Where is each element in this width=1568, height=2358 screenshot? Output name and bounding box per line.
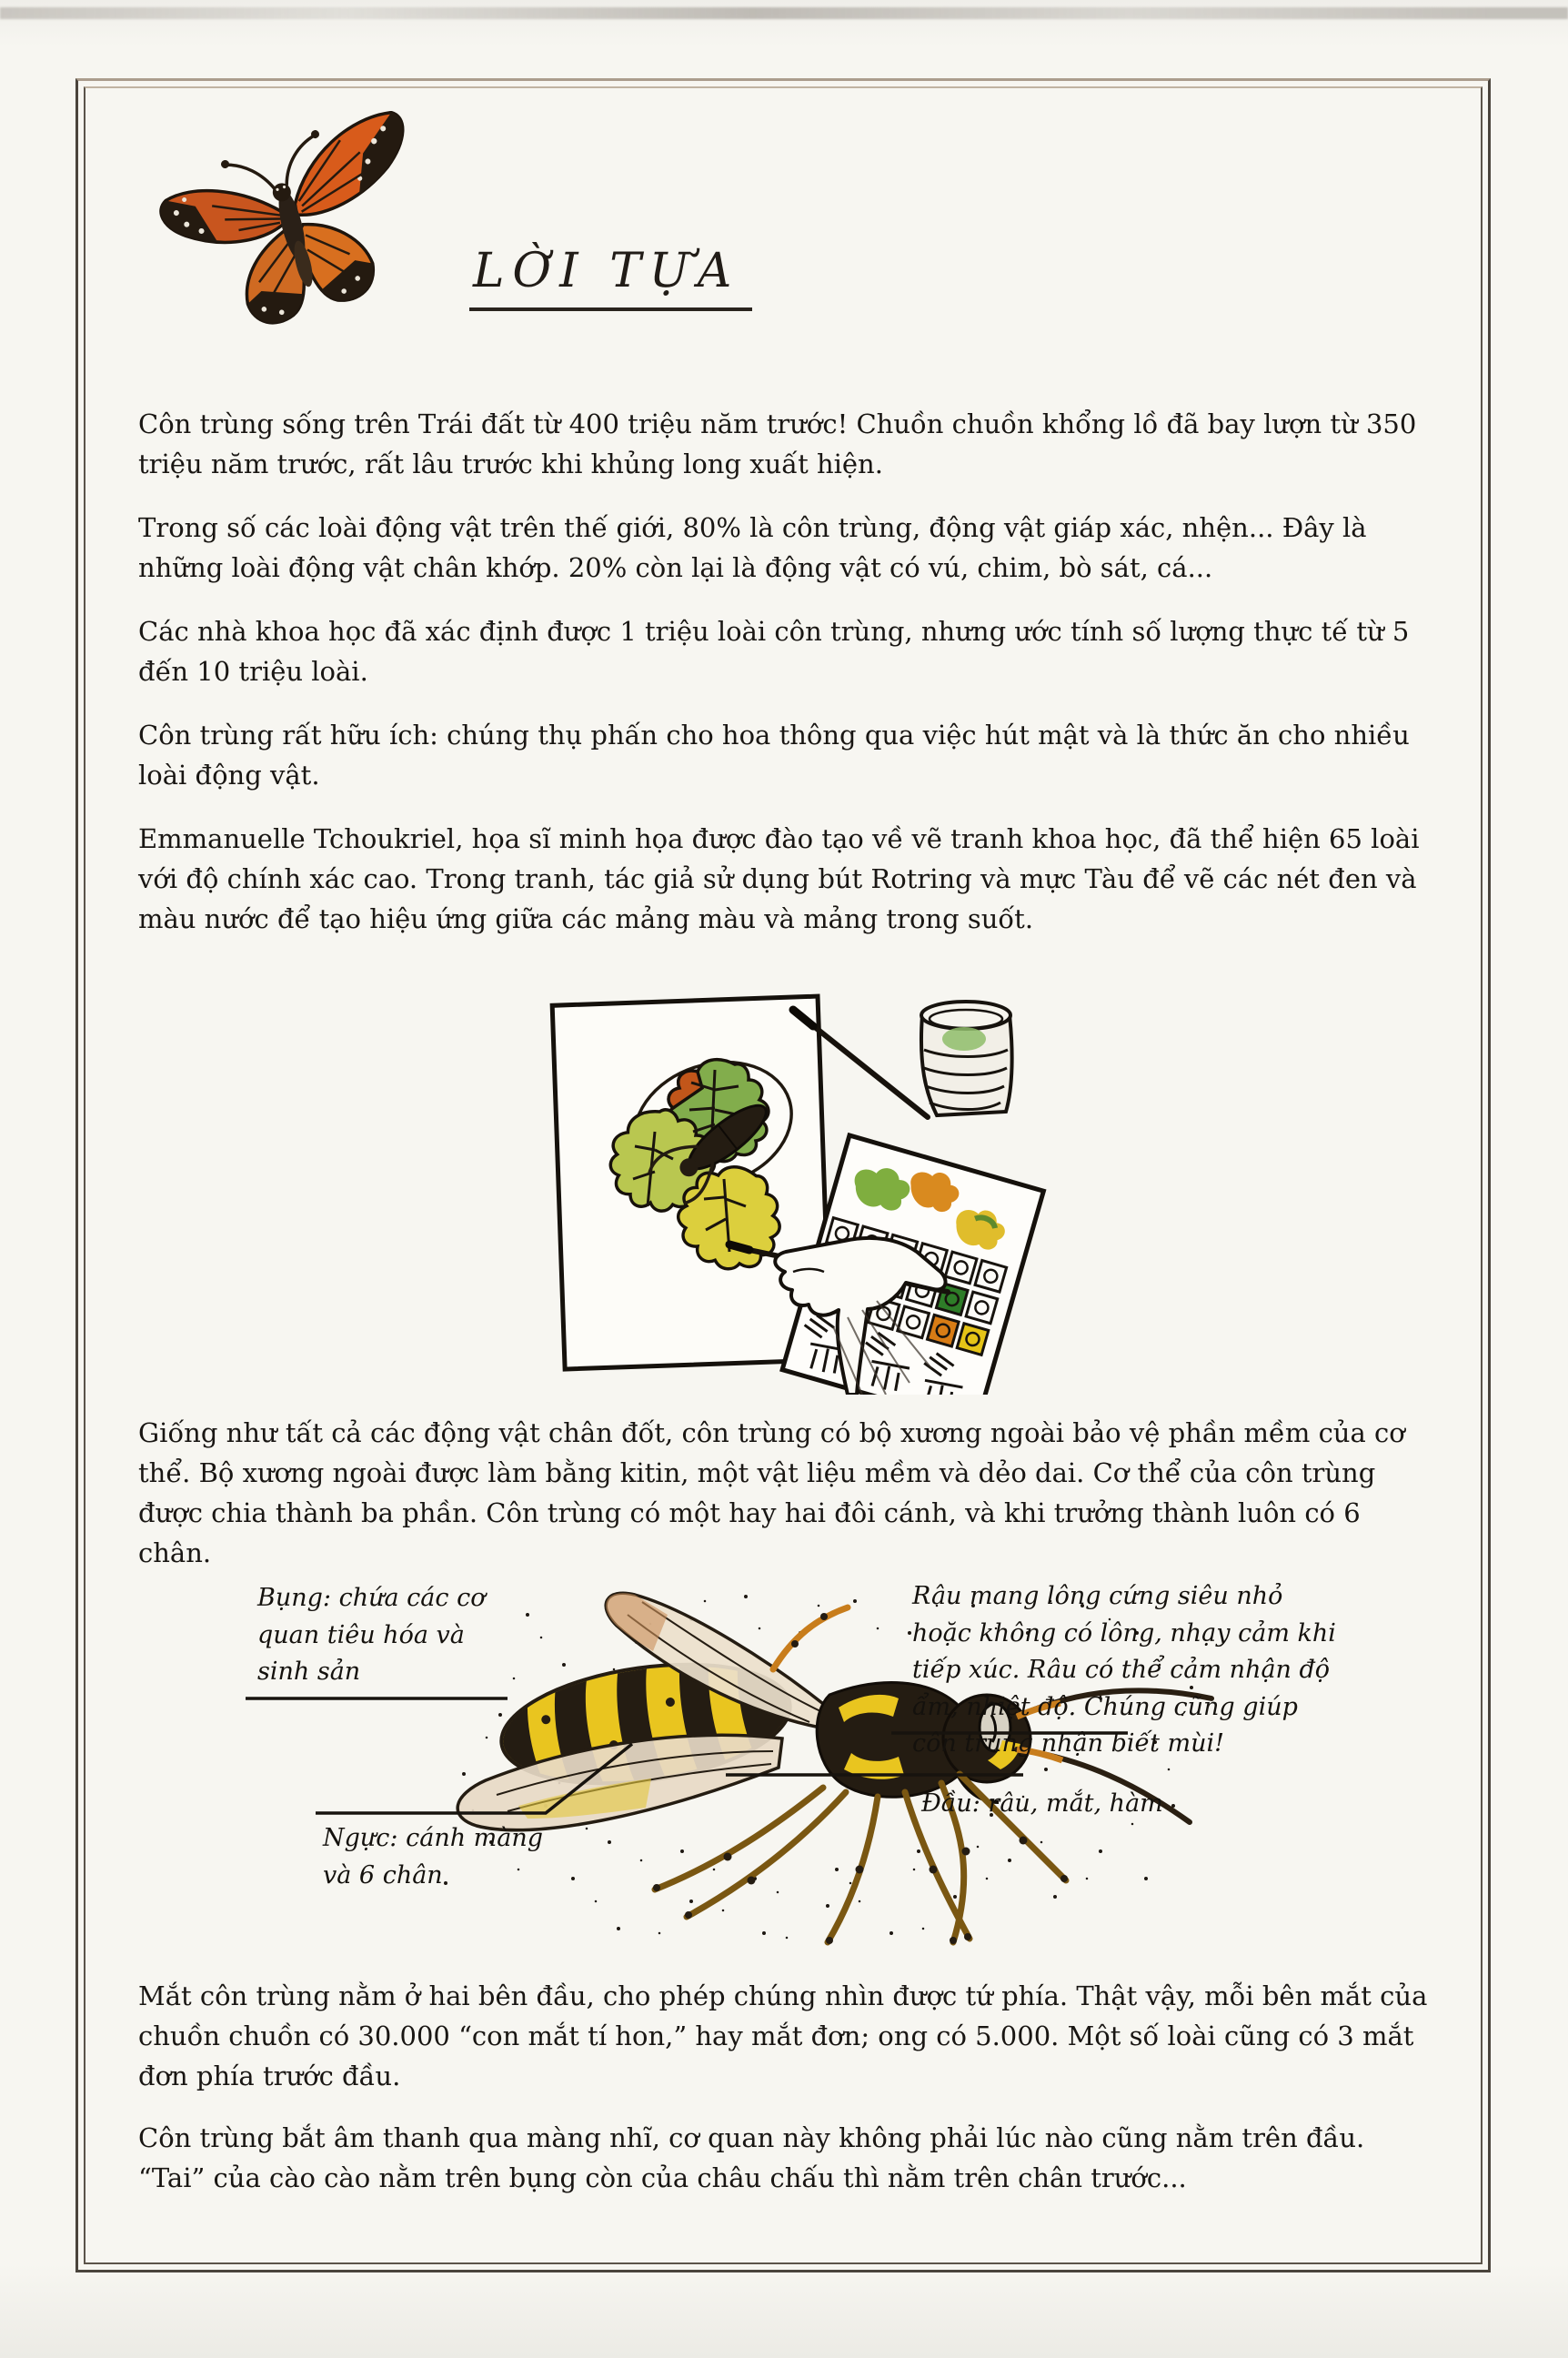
paragraph-7: Mắt côn trùng nằm ở hai bên đầu, cho phép chúng nhìn được tứ phía. Thật vậy, mỗi bên mắt của chuồn chuồn có 30.000 “con mắt tí hon,” hay mắt đơn; ong có 5.000. Một số loài cũng có 3 mắt đơn phía trước đầu. (138, 1980, 1428, 2092)
label-thorax: Ngực: cánh màng và 6 chân (323, 1824, 544, 1889)
label-abdomen: Bụng: chứa các cơ quan tiêu hóa và sinh sản (257, 1584, 486, 1686)
scan-artifact (0, 7, 1568, 19)
label-antennae: Râu mang lông cứng siêu nhỏ hoặc không có lông, nhạy cảm khi tiếp xúc. Râu có thể cảm nhận độ ẩm, nhiệt độ. Chúng cũng giúp côn trùng nhận biết mùi! (912, 1582, 1336, 1758)
paragraph-6: Giống như tất cả các động vật chân đốt, côn trùng có bộ xương ngoài bảo vệ phần mềm của cơ thể. Bộ xương ngoài được làm bằng kitin, một vật liệu mềm và dẻo dai. Cơ thể của côn trùng được chia thành ba phần. Côn trùng có một hay hai đôi cánh, và khi trưởng thành luôn có 6 chân. (138, 1417, 1405, 1569)
paragraph-2: Trong số các loài động vật trên thế giới, 80% là côn trùng, động vật giáp xác, nhện... Đây là những loài động vật chân khớp. 20% còn lại là động vật có vú, chim, bò sát, cá... (138, 512, 1367, 584)
watercolor-painting-illustration (520, 972, 1066, 1395)
paragraph-8: Côn trùng bắt âm thanh qua màng nhĩ, cơ quan này không phải lúc nào cũng nằm trên đầu. “Tai” của cào cào nằm trên bụng còn của châu chấu thì nằm trên chân trước... (138, 2122, 1365, 2194)
label-head: Đầu: râu, mắt, hàm (921, 1789, 1163, 1818)
page-title: LỜI TỰA (469, 244, 752, 311)
paragraph-4: Côn trùng rất hữu ích: chúng thụ phấn cho hoa thông qua việc hút mật và là thức ăn cho nhiều loài động vật. (138, 720, 1410, 791)
paragraph-1: Côn trùng sống trên Trái đất từ 400 triệu năm trước! Chuồn chuồn khổng lồ đã bay lượn từ 350 triệu năm trước, rất lâu trước khi khủng long xuất hiện. (138, 408, 1417, 480)
monarch-butterfly-illustration (148, 111, 448, 346)
paragraph-3: Các nhà khoa học đã xác định được 1 triệu loài côn trùng, nhưng ước tính số lượng thực tế từ 5 đến 10 triệu loài. (138, 616, 1410, 688)
wasp-anatomy-diagram (136, 1578, 1446, 1960)
paragraph-5: Emmanuelle Tchoukriel, họa sĩ minh họa được đào tạo về vẽ tranh khoa học, đã thể hiện 65 loài với độ chính xác cao. Trong tranh, tác giả sử dụng bút Rotring và mực Tàu để vẽ các nét đen và màu nước để tạo hiệu ứng giữa các mảng màu và mảng trong suốt. (138, 823, 1420, 935)
